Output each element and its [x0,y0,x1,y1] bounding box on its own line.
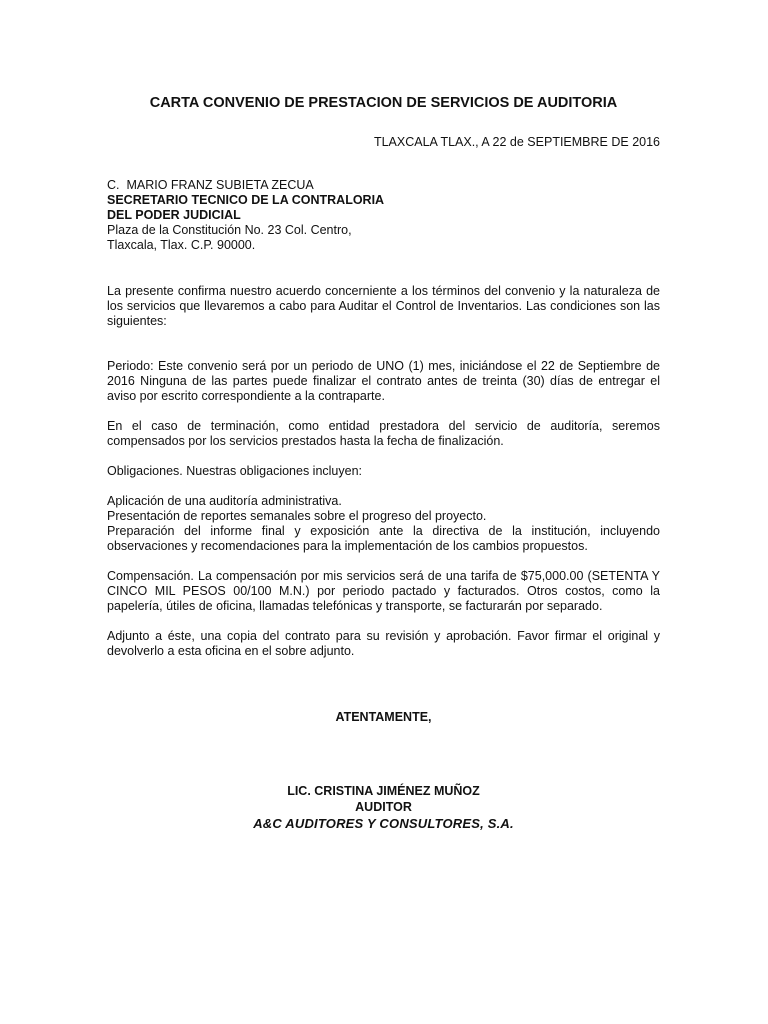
letter-page [107,96,660,832]
closing-salutation: ATENTAMENTE, [335,710,432,724]
recipient-name: C. MARIO FRANZ SUBIETA ZECUA [107,178,314,192]
place-and-date: TLAXCALA TLAX., A 22 de SEPTIEMBRE DE 2016 [373,135,660,149]
recipient-address-line-2: Tlaxcala, Tlax. C.P. 90000. [107,238,256,252]
compensacion-paragraph: Compensación. La compensación por mis servicios será de una tarifa de $75,000.00 (SETENTA Y CINCO MIL PESOS 00/100 M.N.) por periodo pactado y facturados. Otros costos, como la papelería, útiles de oficina, llamadas telefónicas y transporte, se facturarán por separado. [107,569,660,613]
recipient-position-line-2: DEL PODER JUDICIAL [107,208,241,222]
signature-block [107,784,660,832]
recipient-address-line-1: Plaza de la Constitución No. 23 Col. Centro, [107,223,352,237]
obligaciones-heading: Obligaciones. Nuestras obligaciones incluyen: [107,464,363,478]
signer-name: LIC. CRISTINA JIMÉNEZ MUÑOZ [287,784,480,798]
letter-title: CARTA CONVENIO DE PRESTACION DE SERVICIOS DE AUDITORIA [149,95,618,111]
intro-paragraph: La presente confirma nuestro acuerdo concerniente a los términos del convenio y la naturaleza de los servicios que llevaremos a cabo para Auditar el Control de Inventarios. Las condiciones son las siguientes: [107,284,660,328]
obligation-item: Presentación de reportes semanales sobre el progreso del proyecto. [107,509,487,523]
terminacion-paragraph: En el caso de terminación, como entidad prestadora del servicio de auditoría, seremos compensados por los servicios prestados hasta la fecha de finalización. [107,419,660,448]
signer-role: AUDITOR [355,800,412,814]
obligation-item: Aplicación de una auditoría administrativa. [107,494,342,508]
adjunto-paragraph: Adjunto a éste, una copia del contrato para su revisión y aprobación. Favor firmar el original y devolverlo a esta oficina en el sobre adjunto. [107,629,660,658]
recipient-position-line-1: SECRETARIO TECNICO DE LA CONTRALORIA [107,193,385,207]
obligation-item: Preparación del informe final y exposición ante la directiva de la institución, incluyendo observaciones y recomendaciones para la implementación de los cambios propuestos. [107,524,660,553]
recipient-block [107,178,660,253]
firm-name: A&C AUDITORES Y CONSULTORES, S.A. [253,816,514,831]
periodo-paragraph: Periodo: Este convenio será por un periodo de UNO (1) mes, iniciándose el 22 de Septiembre de 2016 Ninguna de las partes puede finalizar el contrato antes de treinta (30) días de entregar el aviso por escrito correspondiente a la contraparte. [107,359,660,403]
obligations-list [107,494,660,554]
